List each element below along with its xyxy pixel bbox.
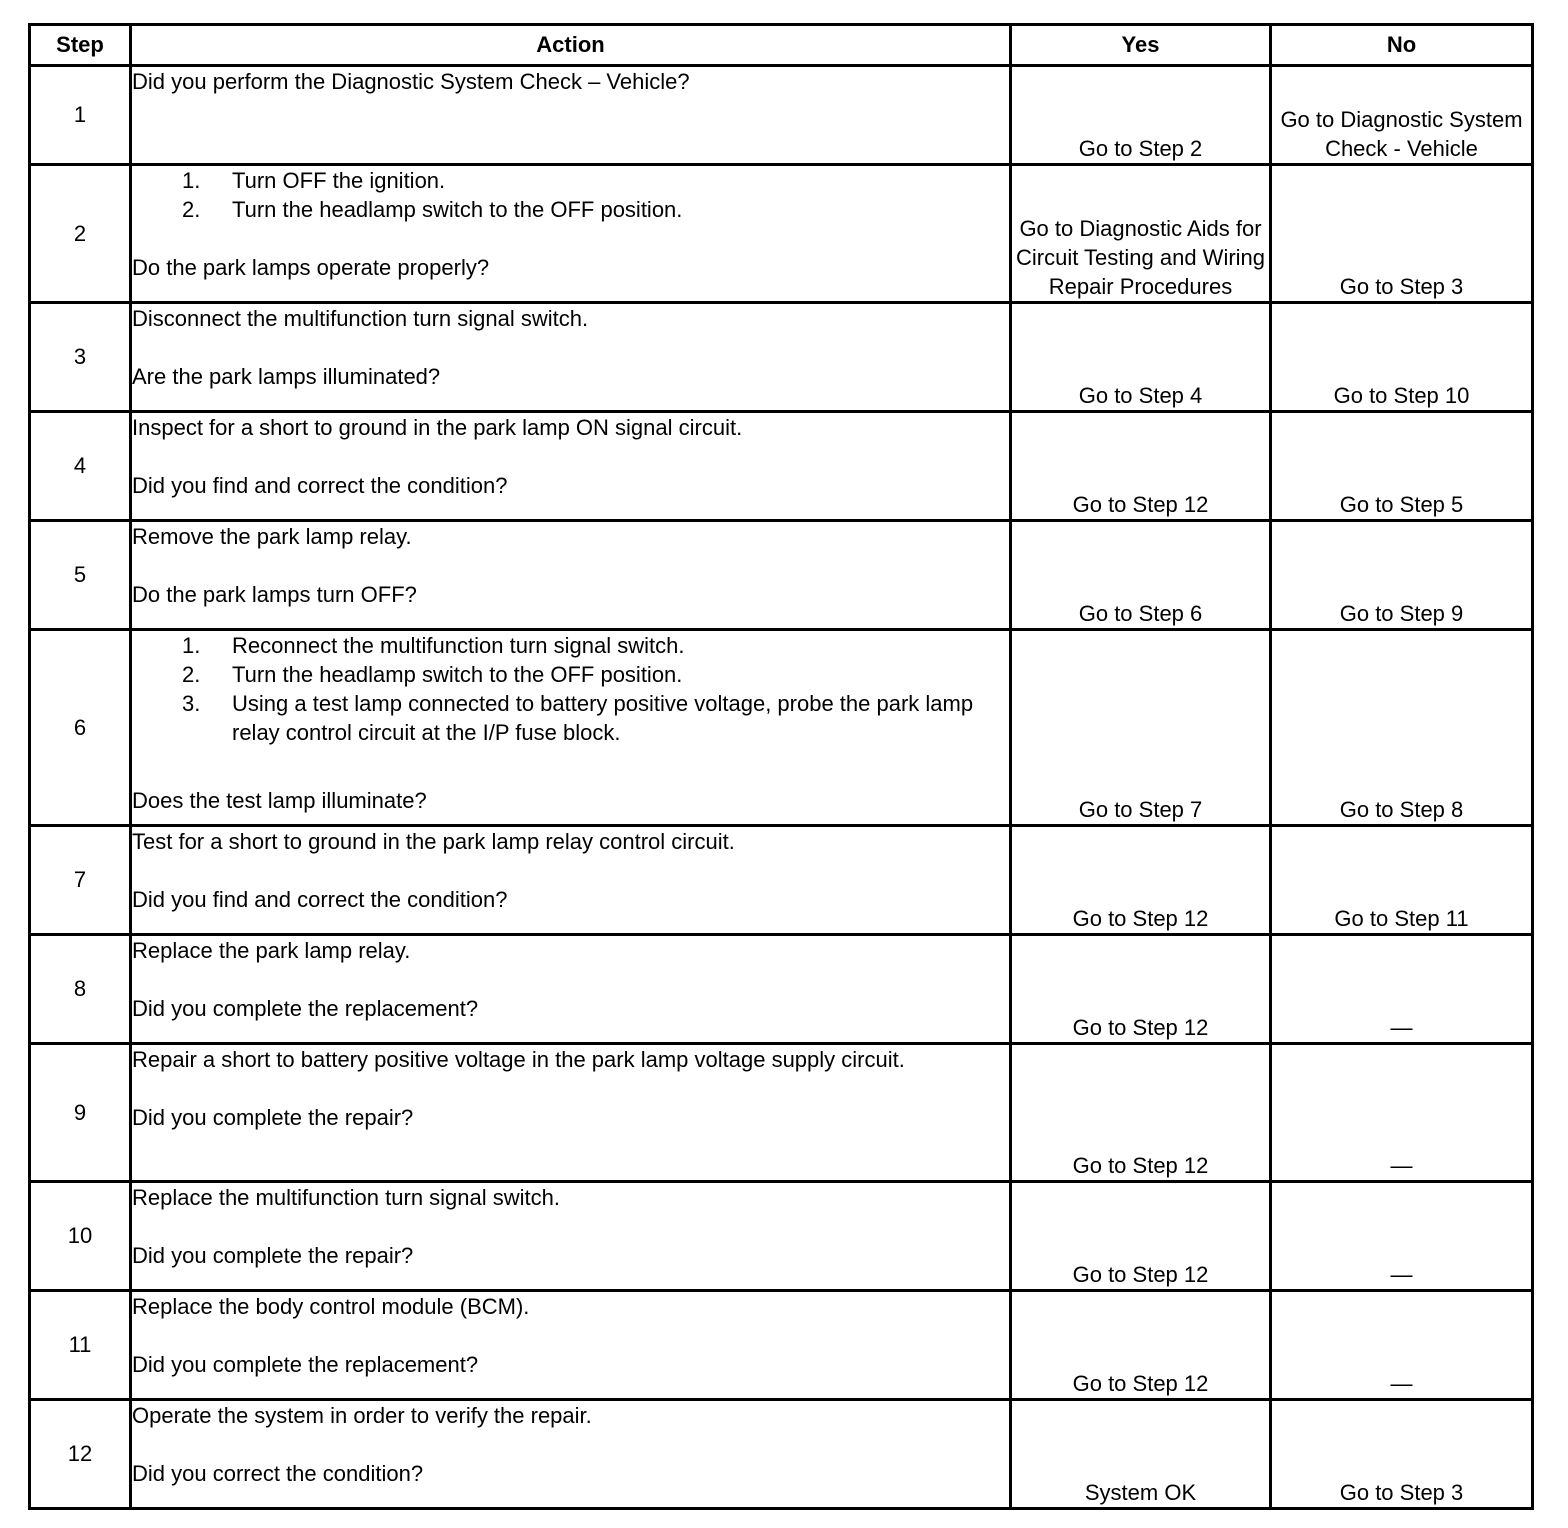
spacer (132, 1321, 1009, 1350)
table-row (30, 303, 1533, 412)
yes-result: Go to Step 7 (1011, 630, 1271, 826)
table-header-row (30, 25, 1533, 66)
no-result: — (1271, 1182, 1533, 1291)
action-question: Did you complete the repair? (132, 1105, 414, 1130)
action-text: Replace the park lamp relay. (132, 938, 411, 963)
yes-result: Go to Step 6 (1011, 521, 1271, 630)
no-result: Go to Step 3 (1271, 165, 1533, 303)
sub-step-number: 2. (182, 662, 201, 687)
table-row (30, 521, 1533, 630)
table-row (30, 1400, 1533, 1509)
spacer (132, 1212, 1009, 1241)
action-cell (131, 1400, 1011, 1509)
sub-step (182, 660, 1009, 689)
no-result: Go to Diagnostic System Check - Vehicle (1271, 66, 1533, 165)
table-row (30, 826, 1533, 935)
sub-step (182, 166, 1009, 195)
step-number: 8 (30, 935, 131, 1044)
spacer (132, 747, 1009, 776)
action-cell (131, 630, 1011, 826)
action-cell (131, 935, 1011, 1044)
no-result: — (1271, 1291, 1533, 1400)
sub-step-text: Using a test lamp connected to battery positive voltage, probe the park lamp relay control circuit at the I/P fuse block. (232, 691, 974, 745)
header-yes: Yes (1011, 25, 1271, 66)
step-number: 11 (30, 1291, 131, 1400)
sub-step-list (132, 631, 1009, 747)
step-number: 4 (30, 412, 131, 521)
action-question: Did you complete the replacement? (132, 1352, 479, 1377)
action-question: Did you complete the replacement? (132, 996, 479, 1021)
action-text: Disconnect the multifunction turn signal switch. (132, 306, 589, 331)
action-cell (131, 826, 1011, 935)
action-cell (131, 1291, 1011, 1400)
table-row (30, 1182, 1533, 1291)
yes-result: Go to Step 12 (1011, 412, 1271, 521)
spacer (132, 224, 1009, 253)
diagnostic-table (28, 23, 1534, 1510)
action-text: Operate the system in order to verify the repair. (132, 1403, 592, 1428)
no-result: Go to Step 9 (1271, 521, 1533, 630)
action-question: Did you complete the repair? (132, 1243, 414, 1268)
table-row (30, 165, 1533, 303)
spacer (132, 333, 1009, 362)
no-result: Go to Step 5 (1271, 412, 1533, 521)
spacer (132, 1430, 1009, 1459)
step-number: 7 (30, 826, 131, 935)
yes-result: Go to Step 12 (1011, 1044, 1271, 1182)
header-step: Step (30, 25, 131, 66)
action-question: Does the test lamp illuminate? (132, 788, 427, 813)
step-number: 1 (30, 66, 131, 165)
yes-result: Go to Step 4 (1011, 303, 1271, 412)
action-text: Repair a short to battery positive voltage in the park lamp voltage supply circuit. (132, 1047, 905, 1072)
yes-result: Go to Step 12 (1011, 1291, 1271, 1400)
yes-result: Go to Step 12 (1011, 935, 1271, 1044)
sub-step (182, 631, 1009, 660)
no-result: Go to Step 10 (1271, 303, 1533, 412)
no-result: Go to Step 11 (1271, 826, 1533, 935)
action-question: Did you find and correct the condition? (132, 473, 508, 498)
action-text: Replace the body control module (BCM). (132, 1294, 530, 1319)
sub-step-number: 3. (182, 691, 201, 716)
spacer (132, 1074, 1009, 1103)
action-question: Are the park lamps illuminated? (132, 364, 441, 389)
spacer (132, 442, 1009, 471)
step-number: 3 (30, 303, 131, 412)
yes-result: Go to Step 12 (1011, 1182, 1271, 1291)
action-question: Do the park lamps turn OFF? (132, 582, 417, 607)
step-number: 10 (30, 1182, 131, 1291)
step-number: 12 (30, 1400, 131, 1509)
action-cell (131, 1182, 1011, 1291)
action-question: Did you find and correct the condition? (132, 887, 508, 912)
sub-step-number: 1. (182, 168, 201, 193)
table-row (30, 66, 1533, 165)
yes-result: Go to Step 12 (1011, 826, 1271, 935)
action-cell (131, 521, 1011, 630)
no-result: — (1271, 935, 1533, 1044)
no-result: Go to Step 3 (1271, 1400, 1533, 1509)
action-cell (131, 303, 1011, 412)
action-question: Do the park lamps operate properly? (132, 255, 490, 280)
action-cell (131, 1044, 1011, 1182)
sub-step (182, 689, 1009, 747)
action-text: Did you perform the Diagnostic System Check – Vehicle? (132, 69, 690, 94)
step-number: 9 (30, 1044, 131, 1182)
action-text: Test for a short to ground in the park lamp relay control circuit. (132, 829, 735, 854)
spacer (132, 776, 1009, 786)
sub-step (182, 195, 1009, 224)
table-row (30, 1291, 1533, 1400)
yes-result: Go to Diagnostic Aids for Circuit Testing and Wiring Repair Procedures (1011, 165, 1271, 303)
spacer (132, 856, 1009, 885)
action-text: Inspect for a short to ground in the park lamp ON signal circuit. (132, 415, 743, 440)
table-body (30, 66, 1533, 1509)
no-result: — (1271, 1044, 1533, 1182)
table-row (30, 412, 1533, 521)
sub-step-list (132, 166, 1009, 224)
header-action: Action (131, 25, 1011, 66)
sub-step-text: Turn the headlamp switch to the OFF position. (232, 662, 683, 687)
sub-step-number: 1. (182, 633, 201, 658)
table-row (30, 630, 1533, 826)
yes-result: System OK (1011, 1400, 1271, 1509)
spacer (132, 965, 1009, 994)
sub-step-text: Turn the headlamp switch to the OFF position. (232, 197, 683, 222)
step-number: 2 (30, 165, 131, 303)
sub-step-text: Reconnect the multifunction turn signal switch. (232, 633, 685, 658)
yes-result: Go to Step 2 (1011, 66, 1271, 165)
header-no: No (1271, 25, 1533, 66)
table-row (30, 935, 1533, 1044)
action-cell (131, 412, 1011, 521)
table-row (30, 1044, 1533, 1182)
no-result: Go to Step 8 (1271, 630, 1533, 826)
action-cell (131, 165, 1011, 303)
sub-step-number: 2. (182, 197, 201, 222)
spacer (132, 551, 1009, 580)
action-cell (131, 66, 1011, 165)
step-number: 5 (30, 521, 131, 630)
action-question: Did you correct the condition? (132, 1461, 424, 1486)
action-text: Replace the multifunction turn signal switch. (132, 1185, 560, 1210)
action-text: Remove the park lamp relay. (132, 524, 412, 549)
sub-step-text: Turn OFF the ignition. (232, 168, 446, 193)
step-number: 6 (30, 630, 131, 826)
